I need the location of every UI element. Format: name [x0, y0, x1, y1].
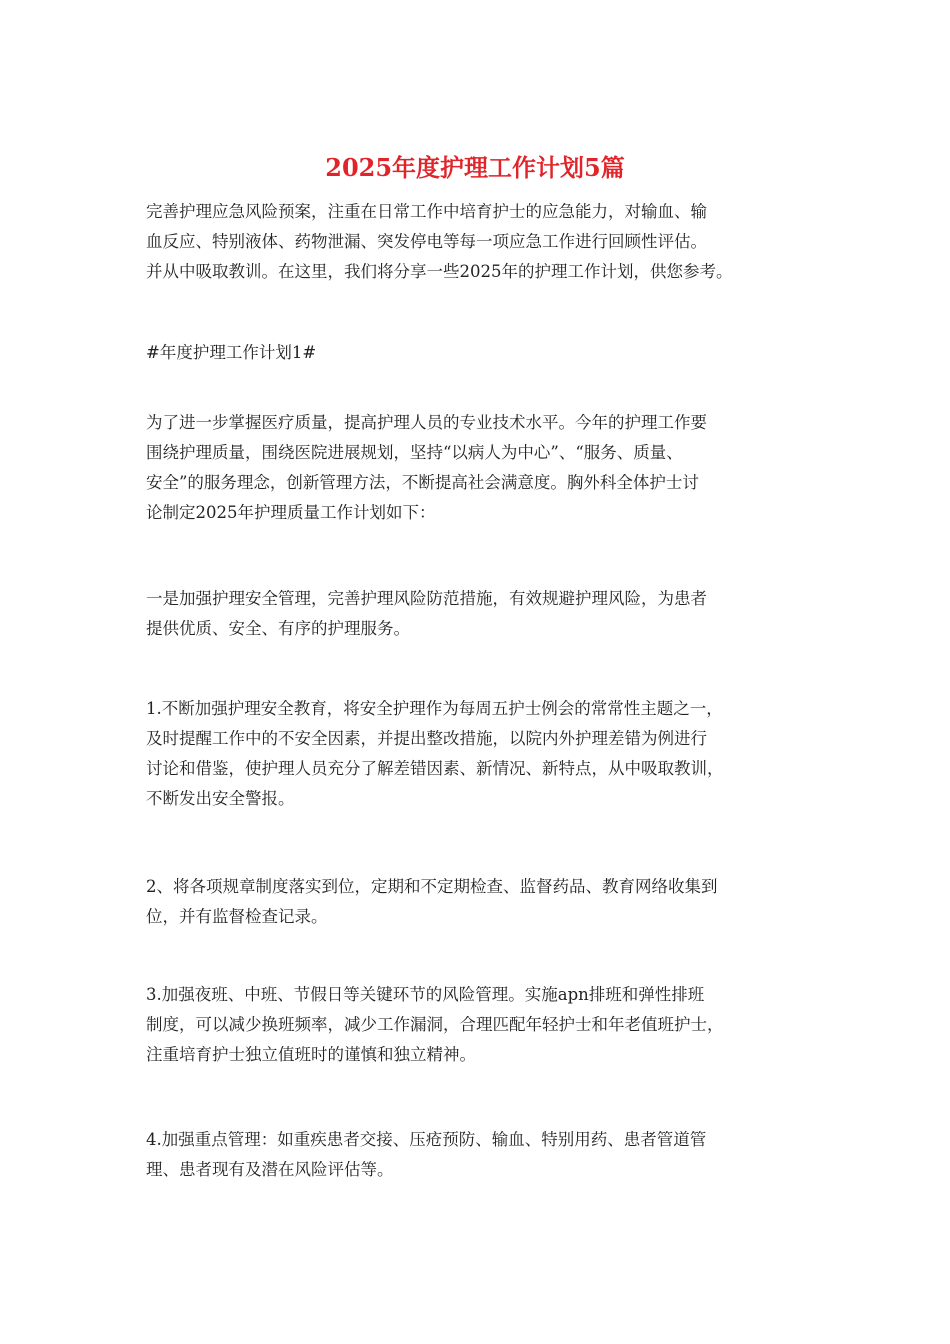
para1-line-3: 安全”的服务理念，创新管理方法，不断提高社会满意度。胸外科全体护士讨	[146, 473, 699, 492]
para1-line-4: 论制定2025年护理质量工作计划如下：	[146, 503, 436, 522]
item1-line-1: 1.不断加强护理安全教育，将安全护理作为每周五护士例会的常常性主题之一，	[146, 699, 723, 718]
item2-line-2: 位，并有监督检查记录。	[146, 907, 328, 926]
item3-line-2: 制度，可以减少换班频率，减少工作漏洞，合理匹配年轻护士和年老值班护士，	[146, 1015, 724, 1034]
item3-line-1: 3.加强夜班、中班、节假日等关键环节的风险管理。实施apn排班和弹性排班	[146, 985, 705, 1004]
item1-line-3: 讨论和借鉴，使护理人员充分了解差错因素、新情况、新特点，从中吸取教训，	[146, 759, 724, 778]
section-heading-1: #年度护理工作计划1#	[146, 343, 317, 362]
item1-line-2: 及时提醒工作中的不安全因素，并提出整改措施，以院内外护理差错为例进行	[146, 729, 707, 748]
para2-line-2: 提供优质、安全、有序的护理服务。	[146, 619, 410, 638]
intro-line-3: 并从中吸取教训。在这里，我们将分享一些2025年的护理工作计划，供您参考。	[146, 262, 733, 281]
item4-line-2: 理、患者现有及潜在风险评估等。	[146, 1160, 394, 1179]
intro-line-1: 完善护理应急风险预案，注重在日常工作中培育护士的应急能力，对输血、输	[146, 202, 707, 221]
item1-line-4: 不断发出安全警报。	[146, 789, 295, 808]
para1-line-2: 围绕护理质量，围绕医院进展规划，坚持“以病人为中心”、“服务、质量、	[146, 443, 683, 462]
para1-line-1: 为了进一步掌握医疗质量，提高护理人员的专业技术水平。今年的护理工作要	[146, 413, 707, 432]
document-title: 2025年度护理工作计划5篇	[325, 153, 625, 182]
para2-line-1: 一是加强护理安全管理，完善护理风险防范措施，有效规避护理风险，为患者	[146, 589, 707, 608]
item3-line-3: 注重培育护士独立值班时的谨慎和独立精神。	[146, 1045, 476, 1064]
intro-line-2: 血反应、特别液体、药物泄漏、突发停电等每一项应急工作进行回顾性评估。	[146, 232, 707, 251]
item4-line-1: 4.加强重点管理：如重疾患者交接、压疮预防、输血、特别用药、患者管道管	[146, 1130, 707, 1149]
item2-line-1: 2、将各项规章制度落实到位，定期和不定期检查、监督药品、教育网络收集到	[146, 877, 718, 896]
